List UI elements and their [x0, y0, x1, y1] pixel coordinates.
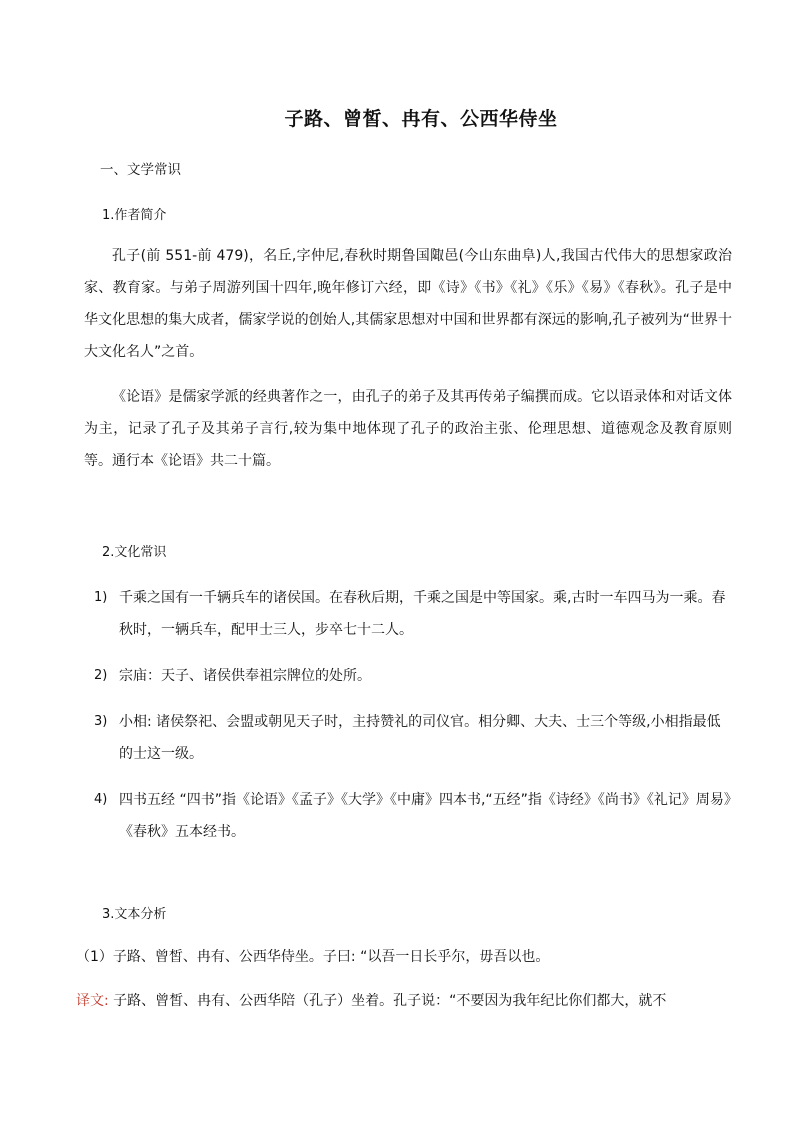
- culture-item-1: [94, 582, 734, 646]
- item-text: 千乘之国有一千辆兵车的诸侯国。在春秋后期，千乘之国是中等国家。乘,古时一车四马为一乘。春秋时，一辆兵车，配甲士三人，步卒七十二人。: [119, 590, 726, 638]
- translation-text: 子路、曾皙、冉有、公西华陪（孔子）坐着。孔子说：“不要因为我年纪比你们都大，就不: [108, 993, 667, 1009]
- item-number: 3): [94, 714, 108, 729]
- section-literary-knowledge: 一、文学常识: [100, 162, 181, 178]
- author-paragraph-analects: 《论语》是儒家学派的经典著作之一，由孔子的弟子及其再传弟子编撰而成。它以语录体和对话文体为主，记录了孔子及其弟子言行,较为集中地体现了孔子的政治主张、伦理思想、道德观念及教育原则等。通行本《论语》共二十篇。: [84, 389, 732, 469]
- culture-item-3: [94, 706, 734, 770]
- item-number: 2): [94, 668, 108, 683]
- item-number: 4): [94, 792, 108, 807]
- culture-item-4: [94, 784, 734, 848]
- section-text-analysis: 3.文本分析: [102, 907, 167, 922]
- item-number: 1): [94, 590, 108, 605]
- page-title: 子路、曾皙、冉有、公西华侍坐: [284, 108, 558, 130]
- item-text: 四书五经 “四书”指《论语》《孟子》《大学》《中庸》四本书,“五经”指《诗经》《尚书》《礼记》周易》《春秋》五本经书。: [119, 792, 731, 840]
- item-text: 小相: 诸侯祭祀、会盟或朝见天子时，主持赞礼的司仪官。相分卿、大夫、士三个等级,小相指最低的士这一级。: [119, 714, 721, 762]
- item-text: 宗庙：天子、诸侯供奉祖宗牌位的处所。: [119, 668, 371, 684]
- translation-label: 译文:: [76, 993, 109, 1009]
- analysis-original-line: （1）子路、曾皙、冉有、公西华侍坐。子曰: “以吾一日长乎尔，毋吾以也。: [76, 949, 550, 965]
- section-author-intro: 1.作者简介: [102, 208, 167, 223]
- section-culture-knowledge: 2.文化常识: [102, 545, 167, 560]
- analysis-translation-line: [76, 990, 666, 1010]
- author-paragraph-confucius: 孔子(前 551-前 479)，名丘,字仲尼,春秋时期鲁国陬邑(今山东曲阜)人,我国古代伟大的思想家政治家、教育家。与弟子周游列国十四年,晚年修订六经，即《诗》《书》《礼》《乐》《易》《春秋》。孔子是中华文化思想的集大成者，儒家学说的创始人,其儒家思想对中国和世界都有深远的影响,孔子被列为“世界十大文化名人”之首。: [84, 248, 732, 360]
- culture-item-2: [94, 660, 734, 692]
